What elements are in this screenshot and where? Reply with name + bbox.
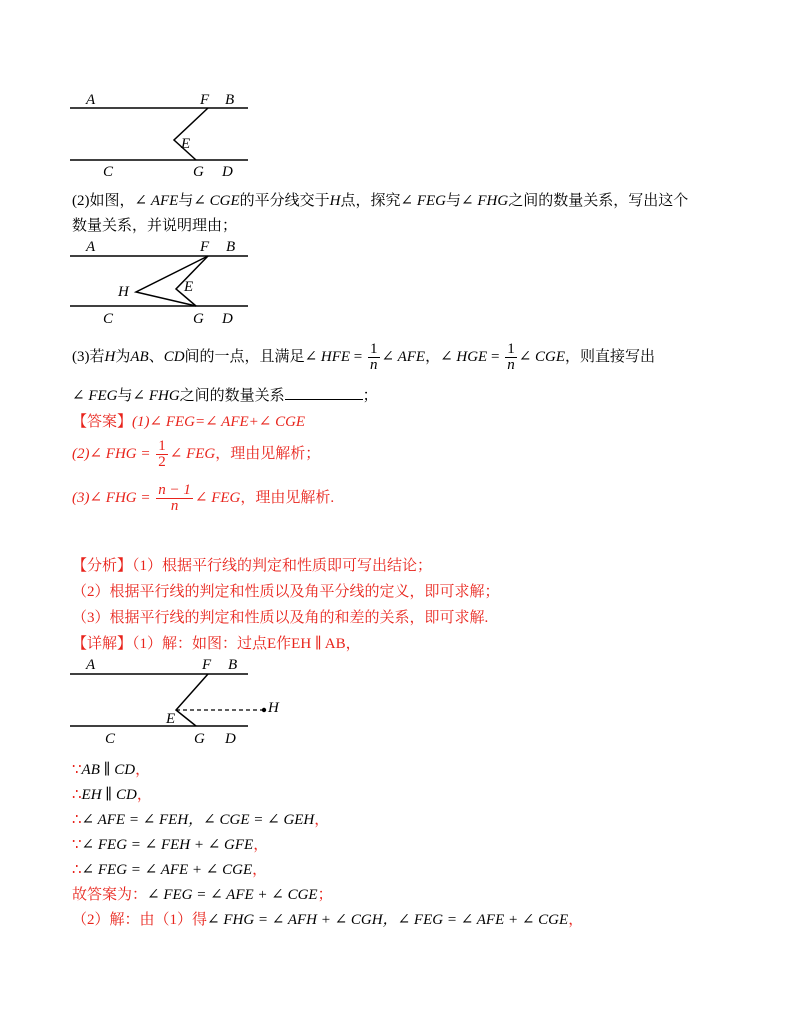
analysis-3: （3）根据平行线的判定和性质以及角的和差的关系，即可求解. [72,610,489,626]
q2-line2: 数量关系，并说明理由； [72,218,238,234]
detail-step-7: （2）解：由（1）得∠ FHG = ∠ AFH + ∠ CGH，∠ FEG = ∠ AFE + ∠ CGE， [72,912,584,928]
label-e: E [166,711,176,727]
detail-step-6: 故答案为：∠ FEG = ∠ AFE + ∠ CGE； [72,887,333,903]
analysis-2: （2）根据平行线的判定和性质以及角平分线的定义，即可求解； [72,584,500,600]
label-c: C [105,731,116,747]
label-b: B [225,92,235,108]
label-g: G [193,311,204,327]
label-d: D [225,731,236,747]
label-b: B [226,239,236,255]
answer-blank [285,387,363,400]
label-d: D [222,311,233,327]
detail-step-5: ∴∠ FEG = ∠ AFE + ∠ CGE， [72,862,268,878]
label-f: F [202,657,212,673]
answer-2: (2)∠ FHG = $\frac{1}{2}$ ∠ FEG，理由见解析； [72,438,321,471]
label-a: A [86,92,96,108]
q3-line2: ∠ FEG与∠ FHG之间的数量关系 ； [72,388,378,404]
figure-3 [60,652,300,747]
label-d: D [222,164,233,180]
detail-step-2: ∴EH ∥ CD， [72,787,152,803]
detail-step-1: ∵AB ∥ CD， [72,762,151,778]
q3-line1: (3)若H为AB、CD间的一点，且满足∠ HFE = $\frac{1}{n}$ ∠ AFE，∠ HGE = $\frac{1}{n}$ ∠ CGE，则直接写出 [72,341,656,374]
label-h: H [118,284,129,300]
q2-line1: (2)如图，∠ AFE与∠ CGE的平分线交于H点，探究∠ FEG与∠ FHG之间的数量关系，写出这个 [72,193,689,209]
label-b: B [228,657,238,673]
figure-1 [60,88,260,183]
label-a: A [86,239,96,255]
answer-1: 【答案】(1)∠ FEG=∠ AFE+∠ CGE [72,414,306,430]
label-f: F [200,239,210,255]
label-c: C [103,311,114,327]
analysis-1: 【分析】（1）根据平行线的判定和性质即可写出结论； [72,558,433,574]
detail-1: 【详解】（1）解：如图：过点E作EH ∥ AB， [72,636,361,652]
detail-step-4: ∵∠ FEG = ∠ FEH + ∠ GFE， [72,837,269,853]
answer-3: (3)∠ FHG = $\frac{n - 1}{n}$ ∠ FEG，理由见解析. [72,482,335,515]
label-g: G [193,164,204,180]
label-e: E [184,279,194,295]
label-a: A [86,657,96,673]
detail-step-3: ∴∠ AFE = ∠ FEH，∠ CGE = ∠ GEH， [72,812,330,828]
label-c: C [103,164,114,180]
label-f: F [200,92,210,108]
label-h: H [268,700,279,716]
figure-2 [60,234,260,329]
label-e: E [181,136,191,152]
label-g: G [194,731,205,747]
